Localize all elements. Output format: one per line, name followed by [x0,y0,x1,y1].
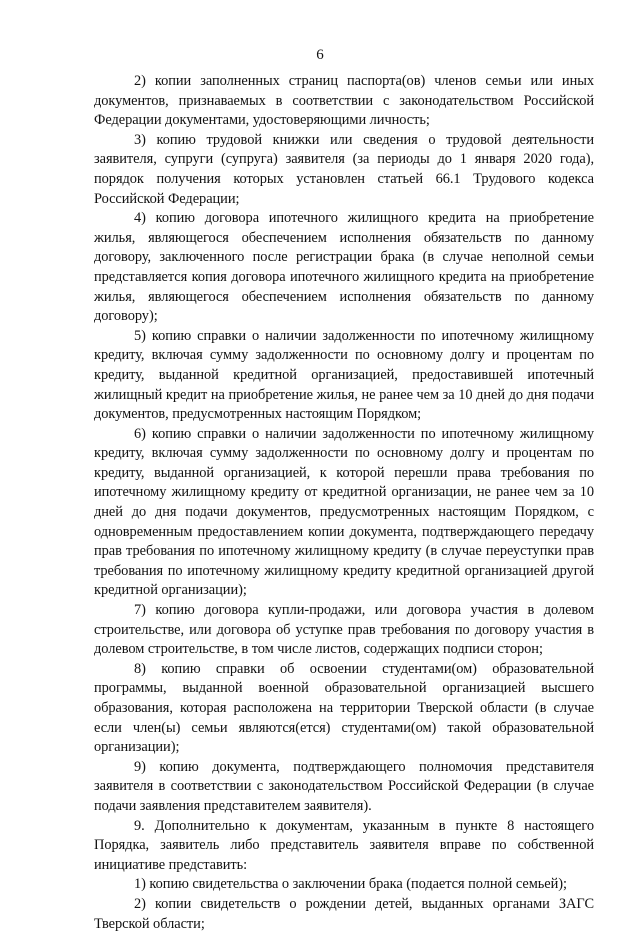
paragraph-item-8-student-certificate: 8) копию справки об освоении студентами(ом) образовательной программы, выданной военной образовательной организацией высшего образования, которая расположена на территории Тверской области (в случае если член(ы) семьи являются(ется) студентами(ом) такой образовательной организации); [94,660,594,756]
paragraph-item-6-debt-certificate-transfer: 6) копию справки о наличии задолженности по ипотечному жилищному кредиту, включая сумму задолженности по основному долгу и процентам по кредиту, выданной организацией, к которой перешли права требования по ипотечному жилищному кредиту от кредитной организации, не ранее чем за 10 дней до дня подачи документов, предусмотренных настоящим Порядком, с одновременным предоставлением копии документа, подтверждающего передачу прав требования по ипотечному жилищному кредиту (в случае переуступки прав требования по ипотечному жилищному кредиту кредитной организацией другой кредитной организации); [94,425,594,599]
paragraph-item-1-marriage-certificate: 1) копию свидетельства о заключении брака (подается полной семьей); [134,876,567,893]
paragraph-item-7-purchase-contract: 7) копию договора купли-продажи, или договора участия в долевом строительстве, или договора об уступке прав требования по договору участия в долевом строительстве, в том числе листов, содержащих подписи сторон; [94,602,594,658]
paragraph-item-5-debt-certificate: 5) копию справки о наличии задолженности по ипотечному жилищному кредиту, включая сумму задолженности по основному долгу и процентам по кредиту, выданной кредитной организацией, предоставившей ипотечный жилищный кредит на приобретение жилья, не ранее чем за 10 дней до дня подачи документов, предусмотренных настоящим Порядком; [94,327,594,423]
paragraph-item-2-birth-certificates: 2) копии свидетельств о рождении детей, выданных органами ЗАГС Тверской области; [94,895,594,932]
paragraph-item-4-mortgage-contract: 4) копию договора ипотечного жилищного кредита на приобретение жилья, являющегося обеспечением исполнения обязательств по данному договору, заключенного после регистрации брака (в случае неполной семьи представляется копия договора ипотечного жилищного кредита на приобретение жилья, являющегося обеспечением исполнения обязательств по данному договору); [94,210,594,325]
paragraph-section-9-additional-documents: 9. Дополнительно к документам, указанным в пункте 8 настоящего Порядка, заявитель либо представитель заявителя вправе по собственной инициативе представить: [94,817,594,873]
paragraph-item-2-passport-copies: 2) копии заполненных страниц паспорта(ов) членов семьи или иных документов, признаваемых в соответствии с законодательством Российской Федерации документами, удостоверяющими личность; [94,73,594,129]
paragraph-item-9-representative-authority: 9) копию документа, подтверждающего полномочия представителя заявителя в соответствии с законодательством Российской Федерации (в случае подачи заявления представителем заявителя). [94,758,594,814]
document-body [94,72,594,934]
page-number: 6 [316,47,324,63]
paragraph-item-3-employment-record: 3) копию трудовой книжки или сведения о трудовой деятельности заявителя, супруги (супруга) заявителя (за периоды до 1 января 2020 года), порядок получения которых установлен статьей 66.1 Трудового кодекса Российской Федерации; [94,131,594,207]
